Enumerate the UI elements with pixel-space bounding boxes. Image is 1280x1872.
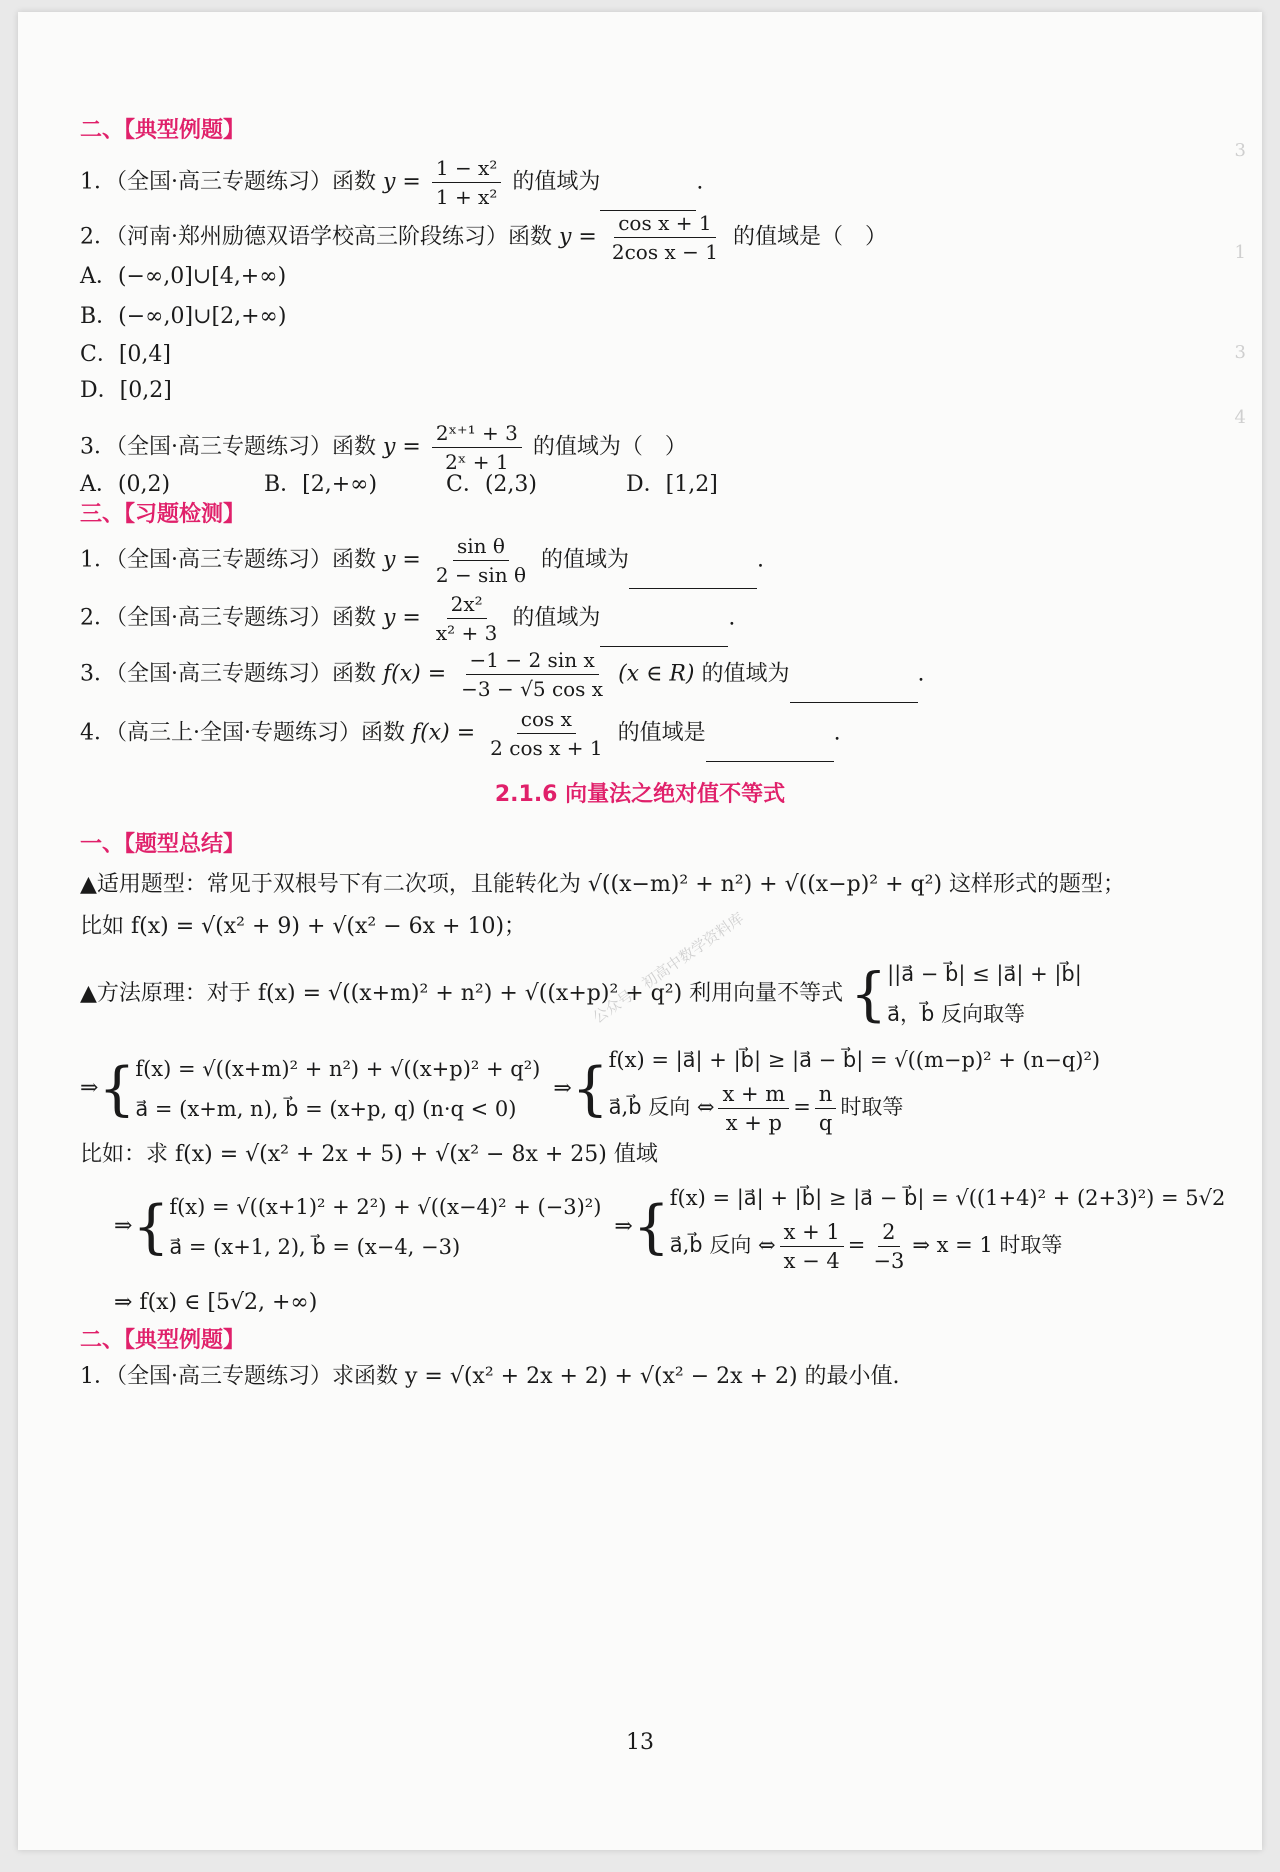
applicable-types: ▲适用题型：常见于双根号下有二次项，且能转化为 √((x−m)² + n²) + √((x−p)² + q²) 这样形式的题型；	[80, 872, 1126, 897]
implies-arrow: ⇒	[614, 1213, 633, 1239]
answer-blank[interactable]	[790, 678, 918, 703]
implies-arrow: ⇒	[553, 1075, 572, 1101]
example-form: 比如 f(x) = √(x² + 9) + √(x² − 6x + 10)；	[80, 914, 527, 939]
derivation-instance	[114, 1178, 1225, 1275]
example-3-question: 的值域为（ ）	[532, 434, 687, 460]
example-2-lhs: y =	[559, 224, 597, 250]
watermark: 公众号：初高中数学资料库	[589, 908, 748, 1027]
example-2-question: 的值域是（ ）	[732, 224, 887, 250]
method-lead: ▲方法原理：对于 f(x) = √((x+m)² + n²) + √((x+p)² + q²) 利用向量不等式	[80, 981, 844, 1006]
system-line-1: f(x) = √((x+1)² + 2²) + √((x−4)² + (−3)²)	[169, 1194, 602, 1219]
page-number: 13	[626, 1730, 654, 1755]
example-1-fraction	[432, 154, 502, 211]
example-3-lhs: y =	[383, 434, 421, 460]
fraction-numerator: 2x²	[447, 590, 487, 619]
practice-3-fraction	[457, 646, 607, 703]
option-b: B．(−∞,0]∪[2,+∞)	[80, 304, 287, 329]
practice-3-lhs: f(x) =	[383, 661, 447, 687]
subsection-title: 2.1.6 向量法之绝对值不等式	[494, 782, 786, 807]
fraction-denominator: 2cos x − 1	[611, 240, 718, 264]
fraction-numerator: 2ˣ⁺¹ + 3	[432, 419, 522, 448]
option-d: D．[1,2]	[626, 472, 718, 497]
period: .	[757, 547, 765, 573]
practice-3-question: 的值域为	[701, 661, 790, 687]
fraction-denominator: q	[818, 1111, 833, 1135]
answer-blank[interactable]	[629, 564, 757, 589]
fraction-denominator: −3 − √5 cos x	[461, 677, 604, 701]
section-heading-examples-2: 二、【典型例题】	[80, 1328, 246, 1353]
practice-4	[80, 705, 841, 762]
fraction-denominator: x − 4	[783, 1249, 840, 1273]
practice-4-fraction	[486, 705, 606, 762]
practice-4-question: 的值域是	[617, 720, 706, 746]
system-line-1: f(x) = |a⃗| + |b⃗| ≥ |a⃗ − b⃗| = √((1+4)² + (2+3)²) = 5√2	[669, 1186, 1226, 1210]
fraction-numerator: −1 − 2 sin x	[466, 646, 599, 675]
document-page	[18, 12, 1262, 1850]
practice-3	[80, 646, 925, 703]
example-1	[80, 154, 703, 211]
fraction-numerator: sin θ	[453, 532, 509, 561]
bleed-through-mark: 3	[1234, 342, 1246, 363]
instance-system-2	[670, 1178, 1226, 1275]
fraction-numerator: n	[815, 1080, 837, 1109]
equals: =	[847, 1233, 866, 1257]
practice-2	[80, 590, 735, 647]
option-a: A．(−∞,0]∪[4,+∞)	[80, 264, 287, 289]
system-line-2: a⃗，b⃗ 反向取等	[887, 1002, 1025, 1026]
condition-fraction-2	[869, 1218, 908, 1275]
option-b: B．[2,+∞)	[264, 472, 378, 497]
derivation-general	[80, 1040, 1100, 1137]
fraction-denominator: 1 + x²	[435, 185, 498, 209]
practice-3-source: 3．（全国·高三专题练习）函数	[80, 661, 376, 687]
answer-blank[interactable]	[600, 186, 696, 211]
bleed-through-mark: 1	[1234, 242, 1246, 263]
left-brace: {	[632, 1192, 670, 1261]
system-line-1: f(x) = √((x+m)² + n²) + √((x+p)² + q²)	[135, 1056, 541, 1081]
example-1-source: 1．（全国·高三专题练习）函数	[80, 169, 376, 195]
fraction-denominator: 2ˣ + 1	[445, 450, 509, 474]
period: .	[696, 169, 704, 195]
instance-result: ⇒ f(x) ∈ [5√2, +∞)	[114, 1290, 318, 1315]
condition-fraction-1	[718, 1080, 789, 1137]
left-brace: {	[98, 1054, 136, 1123]
practice-4-source: 4．（高三上·全国·专题练习）函数	[80, 720, 405, 746]
practice-2-question: 的值域为	[512, 605, 601, 631]
equality-note: 时取等	[840, 1095, 904, 1119]
example-2-source: 2．（河南·郑州励德双语学校高三阶段练习）函数	[80, 224, 552, 250]
practice-1-question: 的值域为	[541, 547, 630, 573]
option-c: C．[0,4]	[80, 342, 171, 367]
system-line-1: f(x) = |a⃗| + |b⃗| ≥ |a⃗ − b⃗| = √((m−p)² + (n−q)²)	[608, 1048, 1101, 1072]
section-heading-examples: 二、【典型例题】	[80, 118, 246, 143]
system-line-2	[670, 1218, 1226, 1275]
answer-blank[interactable]	[706, 737, 834, 762]
derivation-system-2	[609, 1040, 1100, 1137]
period: .	[917, 661, 925, 687]
example-3	[80, 419, 687, 476]
reverse-condition: a⃗,b⃗ 反向 ⇔	[608, 1095, 715, 1119]
fraction-numerator: x + 1	[780, 1218, 844, 1247]
fraction-numerator: 1 − x²	[432, 154, 502, 183]
implies-arrow: ⇒	[80, 1075, 99, 1101]
practice-2-source: 2．（全国·高三专题练习）函数	[80, 605, 376, 631]
fraction-numerator: cos x + 1	[614, 209, 715, 238]
method-principle	[80, 954, 1082, 1034]
answer-blank[interactable]	[600, 622, 728, 647]
implies-arrow: ⇒	[114, 1213, 133, 1239]
system-line-2	[609, 1080, 1100, 1137]
example-1-lhs: y =	[383, 169, 421, 195]
condition-fraction-1	[780, 1218, 844, 1275]
fraction-numerator: 2	[878, 1218, 899, 1247]
practice-3-domain: (x ∈ R)	[618, 661, 695, 687]
bleed-through-mark: 4	[1234, 407, 1246, 428]
fraction-denominator: x + p	[725, 1111, 782, 1135]
practice-2-fraction	[432, 590, 502, 647]
instance-system-1	[169, 1187, 601, 1267]
left-brace: {	[132, 1192, 170, 1261]
option-d: D．[0,2]	[80, 378, 172, 403]
equals: =	[793, 1095, 811, 1119]
system-line-2: a⃗ = (x+1, 2), b⃗ = (x−4, −3)	[169, 1234, 461, 1259]
option-a: A．(0,2)	[80, 472, 171, 497]
fraction-numerator: cos x	[517, 705, 576, 734]
fraction-denominator: 2 − sin θ	[435, 563, 526, 587]
fraction-denominator: x² + 3	[435, 621, 498, 645]
equality-note: ⇒ x = 1 时取等	[912, 1233, 1063, 1257]
vector-inequality-system	[887, 954, 1082, 1034]
section-heading-summary: 一、【题型总结】	[80, 832, 246, 857]
instance-lead: 比如：求 f(x) = √(x² + 2x + 5) + √(x² − 8x + 25) 值域	[80, 1142, 658, 1167]
practice-1-source: 1．（全国·高三专题练习）函数	[80, 547, 376, 573]
example-2	[80, 209, 887, 266]
example-1-question: 的值域为	[512, 169, 601, 195]
bleed-through-mark: 3	[1234, 140, 1246, 161]
system-line-2: a⃗ = (x+m, n), b⃗ = (x+p, q) (n·q < 0)	[135, 1096, 517, 1121]
fraction-denominator: 2 cos x + 1	[490, 736, 603, 760]
fraction-denominator: −3	[873, 1249, 905, 1273]
example-2-1: 1．（全国·高三专题练习）求函数 y = √(x² + 2x + 2) + √(x² − 2x + 2) 的最小值.	[80, 1364, 900, 1389]
derivation-system-1	[135, 1049, 540, 1129]
reverse-condition: a⃗,b⃗ 反向 ⇔	[669, 1233, 776, 1257]
system-line-1: ||a⃗ − b⃗| ≤ |a⃗| + |b⃗|	[887, 962, 1082, 986]
left-brace: {	[850, 960, 888, 1028]
option-c: C．(2,3)	[446, 472, 537, 497]
section-heading-practice: 三、【习题检测】	[80, 502, 246, 527]
left-brace: {	[571, 1054, 609, 1123]
example-2-fraction	[608, 209, 722, 266]
example-3-fraction	[432, 419, 522, 476]
practice-1	[80, 532, 764, 589]
condition-fraction-2	[815, 1080, 837, 1137]
period: .	[728, 605, 736, 631]
practice-2-lhs: y =	[383, 605, 421, 631]
practice-1-fraction	[432, 532, 530, 589]
fraction-numerator: x + m	[718, 1080, 789, 1109]
period: .	[833, 720, 841, 746]
practice-4-lhs: f(x) =	[412, 720, 476, 746]
practice-1-lhs: y =	[383, 547, 421, 573]
example-3-source: 3．（全国·高三专题练习）函数	[80, 434, 376, 460]
